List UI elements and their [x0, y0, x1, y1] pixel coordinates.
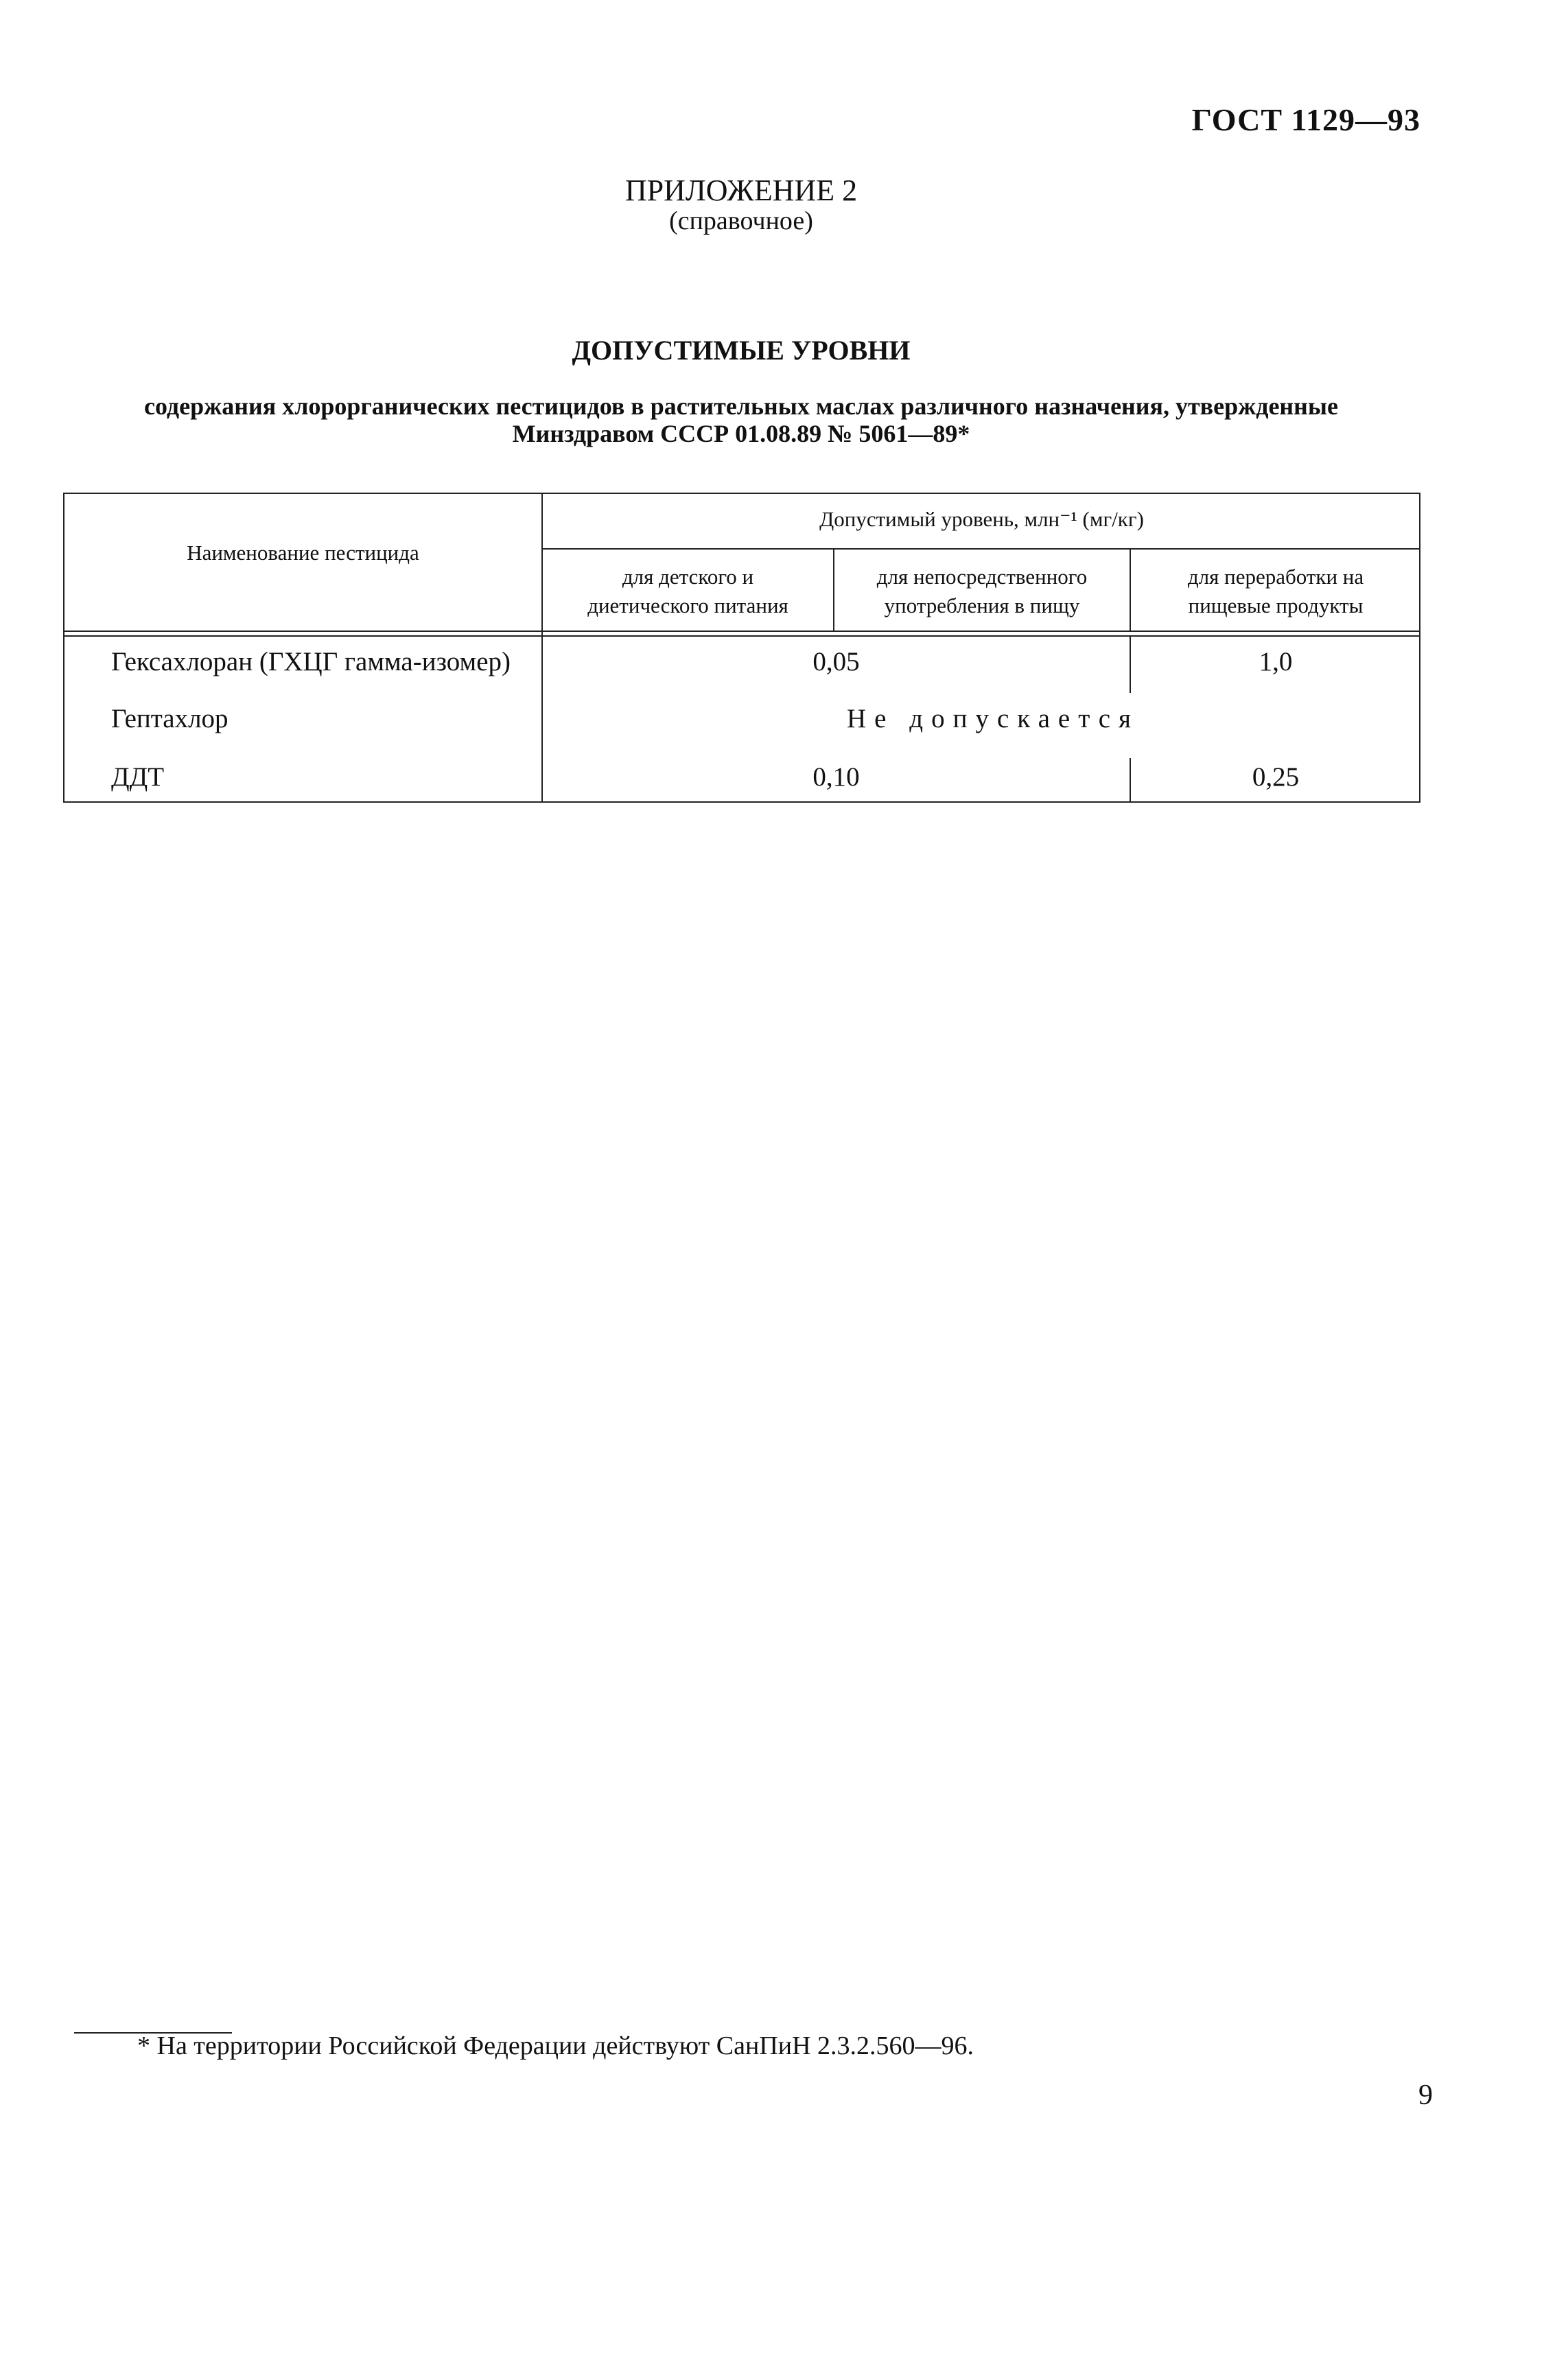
page-title: ДОПУСТИМЫЕ УРОВНИ [572, 335, 911, 366]
row-2-name: Гептахлор [111, 704, 229, 733]
row-2-not-allowed: Не допускается [847, 704, 1139, 733]
footnote: * На территории Российской Федерации действуют СанПиН 2.3.2.560—96. [137, 2031, 974, 2060]
appendix-title: ПРИЛОЖЕНИЕ 2 [624, 174, 858, 207]
row-1-value-combined: 0,05 [812, 647, 860, 676]
page-subtitle [96, 392, 1386, 447]
subheader-processing: для переработки на пищевые продукты [1187, 565, 1364, 617]
divider-header-1 [65, 631, 1420, 632]
subtitle-line-1: содержания хлорорганических пестицидов в растительных маслах различного назначения, утвержденные [143, 392, 1338, 420]
divider-header-2 [65, 635, 1420, 637]
row-3-value-processing: 0,25 [1252, 762, 1300, 792]
row-3-name: ДДТ [111, 762, 165, 792]
subheader-children: для детского и диетического питания [587, 565, 788, 617]
subheader-direct-use: для непосредственного употребления в пищу [876, 565, 1088, 617]
page-number: 9 [1418, 2079, 1433, 2111]
divider-group-header [541, 548, 1420, 550]
header-pesticide-name: Наименование пестицида [187, 541, 419, 565]
header-allowed-level: Допустимый уровень, млн⁻¹ (мг/кг) [819, 507, 1144, 531]
row-1-value-processing: 1,0 [1259, 647, 1293, 676]
subtitle-line-2: Минздравом СССР 01.08.89 № 5061—89* [512, 420, 970, 447]
appendix-subtitle: (справочное) [669, 207, 813, 235]
row-1-name: Гексахлоран (ГХЦГ гамма-изомер) [111, 647, 511, 676]
document-id: ГОСТ 1129—93 [1191, 102, 1420, 137]
pesticide-table [63, 493, 1420, 803]
row-3-value-combined: 0,10 [812, 762, 860, 792]
